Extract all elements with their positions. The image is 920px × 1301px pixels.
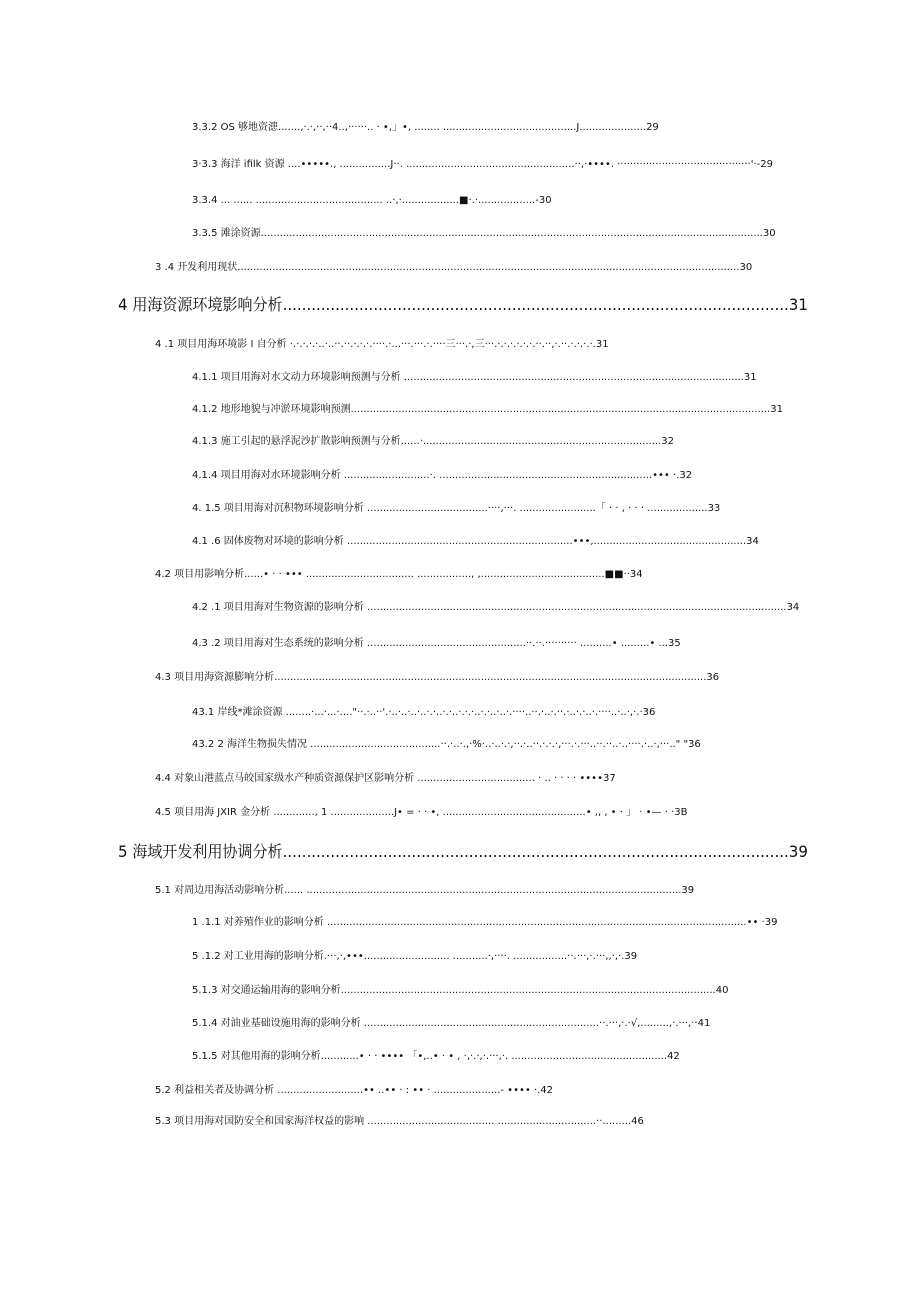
toc-entry-4-3-2: 43.2 2 海洋生物损失情况 .........................................··.·..·.,·%·..·..·.·,··.·..··.·.·.·,···.·.···..··.··..·..····.·..·,···.." "36 xyxy=(192,739,701,750)
toc-entry-4-2-1: 4.2 .1 项目用海对生物资源的影响分析 ....................................................................................................................................34 xyxy=(192,602,800,613)
toc-entry-4-3-1: 43.1 岸线*滩涂资源 ........·...·...·...."··.·..··'.·..·..·..·..·.·..·.·..·.·.·..·.·..·..·.····..··.·..·.··.·..·.·..·.····..·..·,·.·36 xyxy=(192,707,656,718)
toc-entry-3-4: 3 .4 开发利用现状..............................................................................................................................................................30 xyxy=(155,262,753,273)
toc-entry-4-1-2: 4.1.2 地形地貌与冲淤环境影响预测....................................................................................................................................31 xyxy=(192,404,783,415)
toc-entry-4-1-6: 4.1 .6 固体废物对环境的影响分析 .......................................................................•••,................................................34 xyxy=(192,536,759,547)
toc-entry-5-2: 5.2 利益相关者及协调分析 ...........................•• ..•• · : •• · .....................- •••• ·.42 xyxy=(155,1085,554,1096)
toc-entry-4-1-5: 4. 1.5 项目用海对沉积物环境影响分析 ......................................····,···. ........................「 · · , · · · ...................33 xyxy=(192,503,721,514)
toc-chapter-4: 4 用海资源环境影响分析..........................................................................................................31 xyxy=(118,295,808,314)
toc-entry-3-3-2: 3.3.2 OS 够地资漶.......,·.·,··,··4..,······.. · •,」•, ........ ..........................................J.....................29 xyxy=(192,122,659,133)
toc-entry-5-1-2: 5 .1.2 对工业用海的影响分析.···,·,•••........................... ...........·,····. .................··.···,·.···,,·,·.39 xyxy=(192,951,638,962)
toc-entry-3-3-5: 3.3.5 滩涂资源..............................................................................................................................................................30 xyxy=(192,228,776,239)
toc-chapter-5: 5 海域开发利用协调分析..........................................................................................................39 xyxy=(118,842,808,861)
toc-entry-4-2: 4.2 项目用影响分析......• · · ••• .................................. ................., ,.......................................■■··34 xyxy=(155,569,643,580)
toc-entry-5-1-5: 5.1.5 对其他用海的影响分析............• · · •••• 「•,..• · • , ·,·.·,·.···,·. .................................................42 xyxy=(192,1051,680,1062)
toc-entry-5-1-3: 5.1.3 对交通运输用海的影响分析......................................................................................................................40 xyxy=(192,985,729,996)
toc-entry-5-3: 5.3 项目用海对国防安全和国家海洋权益的影响 ........................................ ...............................··.........46 xyxy=(155,1116,644,1127)
toc-entry-4-1-1: 4.1.1 项目用海对水文动力环境影响预测与分析 ...........................................................................................................31 xyxy=(192,372,757,383)
toc-entry-4-1-3: 4.1.3 施工引起的悬浮泥沙扩散影响预测与分析......·...........................................................................32 xyxy=(192,436,675,447)
toc-entry-4-3: 4.3 项目用海资源膨响分析........................................................................................................................................36 xyxy=(155,672,720,683)
toc-entry-4-4: 4.4 对象山港蓝点马皎国家级水产种质资源保护区影响分析 ..................................... · .. · · · · ••••37 xyxy=(155,773,616,784)
toc-entry-5-1-1: 1 .1.1 对养殖作业的影响分析 ....................................................................................................................................•• ·39 xyxy=(192,917,778,928)
toc-entry-3-3-4: 3.3.4 ... ...... ........................................ ..·,·..................■·.·..................-30 xyxy=(192,195,552,206)
toc-entry-4-1-4: 4.1.4 项目用海对水环境影响分析 ...........................·. ...................................................................••• ·.32 xyxy=(192,470,693,481)
toc-entry-5-1: 5.1 对周边用海活动影响分析...... ......................................................................................................................39 xyxy=(155,885,695,896)
toc-entry-4-1: 4 .1 项目用海环境影 I 自分析 ·.·.·.·.·..·..··.··.·.·.·.····.·...···.···.·.····三···.·,三···.·.·.·.·.·.·.··.··,·.··.·.·.·.·.31 xyxy=(155,339,609,350)
toc-entry-4-5: 4.5 项目用海 JXIR 金分析 ............., 1 ....................J• = · · •, .............................................• ,, , • · 」 · •— · ·3B xyxy=(155,807,688,818)
toc-entry-4-2-2: 4.3 .2 项目用海对生态系统的影响分析 ..................................................··.··.·········· ..........• .........• ...35 xyxy=(192,638,681,649)
toc-entry-3-3-3: 3·3.3 海洋 ifilk 资源 ....•••••., ................J··. .....................................................··,·••••. ··········································'·-29 xyxy=(192,159,773,170)
toc-entry-5-1-4: 5.1.4 对油业基础设施用海的影响分析 ..........................................................................··.···,·.·√,.........,·.···,··41 xyxy=(192,1018,711,1029)
